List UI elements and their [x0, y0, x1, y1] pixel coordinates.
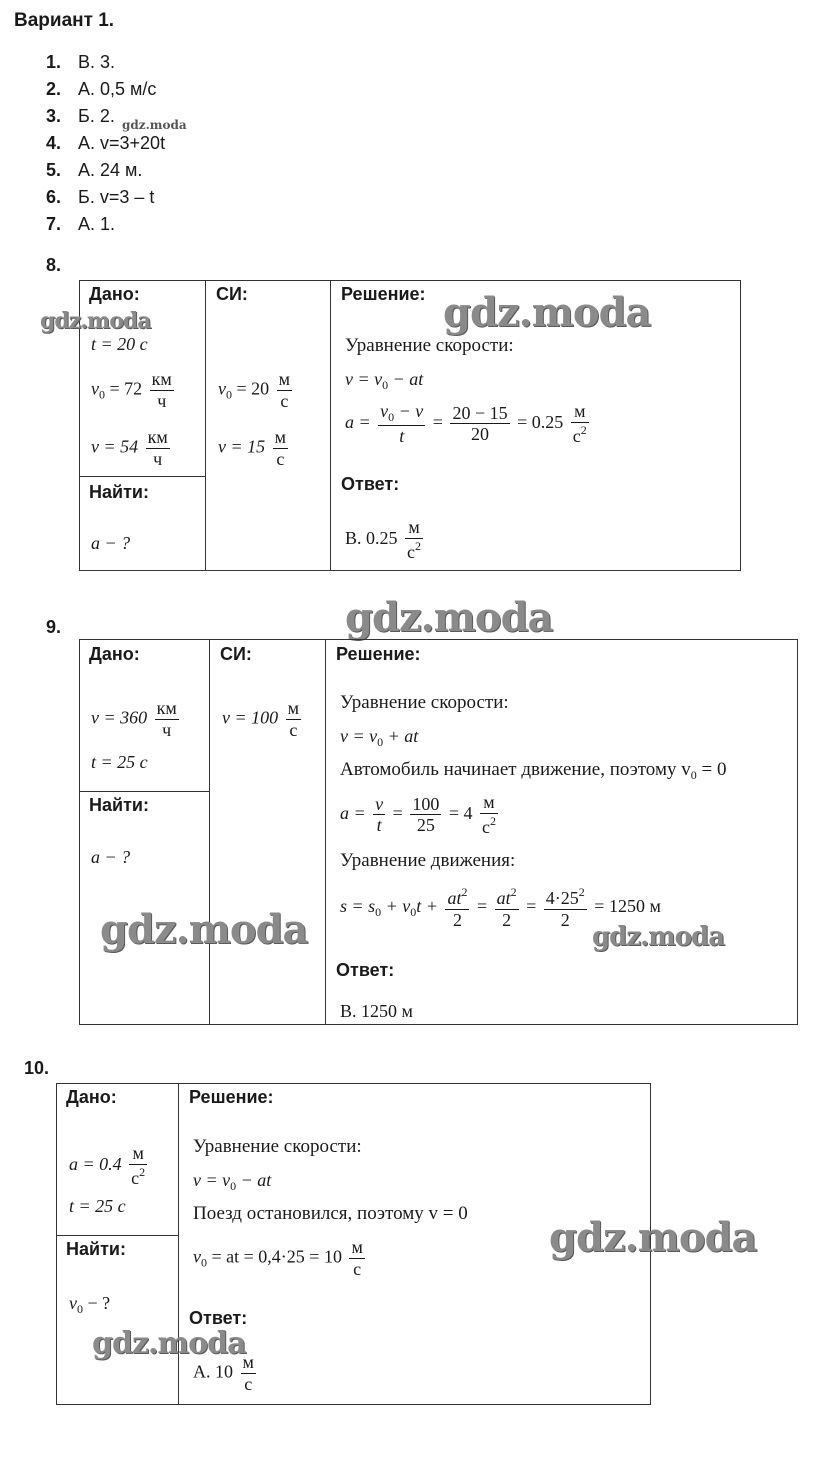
watermark: gdz.moda [443, 289, 651, 336]
divider [209, 639, 210, 1025]
answer-value: В. 0.25 $\frac{м}{с^2}$ [345, 517, 422, 562]
answer-number: 5. [46, 160, 62, 180]
divider [79, 791, 210, 792]
watermark: gdz.moda [549, 1214, 757, 1261]
acceleration-calc: a = $\frac{v}{t}$ = $\frac{100}{25}$ = 4 $\frac{м}{с^2}$ [340, 792, 496, 837]
answer-item [46, 133, 165, 154]
solution-line: Уравнение скорости: [340, 692, 509, 713]
answer-text: А. 1. [78, 214, 116, 234]
watermark-small: gdz.moda [122, 118, 187, 132]
find-label: Найти: [89, 795, 149, 815]
given-t: t = 20 с [91, 334, 148, 354]
solution-label: Решение: [336, 644, 421, 664]
watermark: gdz.moda [592, 922, 725, 952]
solution-line: Уравнение движения: [340, 850, 516, 871]
answer-item [46, 106, 115, 127]
page-title: Вариант 1. [14, 10, 115, 31]
answer-number: 1. [46, 52, 62, 72]
answer-text: Б. v=3 – t [78, 187, 155, 207]
answer-item [46, 187, 154, 208]
answer-number: 3. [46, 106, 62, 126]
given-label: Дано: [89, 284, 140, 304]
watermark: gdz.moda [40, 308, 151, 334]
solution-line: Поезд остановился, поэтому v = 0 [193, 1203, 468, 1224]
answer-text: В. 3. [78, 52, 116, 72]
watermark: gdz.moda [100, 906, 308, 953]
find-value: a − ? [91, 847, 131, 867]
divider [325, 639, 326, 1025]
answer-item [46, 79, 156, 100]
si-label: СИ: [216, 284, 248, 304]
find-value: a − ? [91, 533, 131, 553]
answer-item [46, 160, 142, 181]
answer-item [46, 52, 115, 73]
answer-number: 6. [46, 187, 62, 207]
velocity-equation: $v = v_0$ + at [340, 726, 419, 749]
solution-line: Автомобиль начинает движение, поэтому $v_0 = 0$ [340, 759, 727, 782]
si-label: СИ: [220, 644, 252, 664]
divider [56, 1235, 179, 1236]
velocity-equation: $v = v_0$ − at [345, 369, 424, 392]
solution-label: Решение: [189, 1087, 274, 1107]
answer-number: 4. [46, 133, 62, 153]
problem-9-number: 9. [46, 617, 62, 637]
si-v: v = 100 $\frac{м}{с}$ [222, 698, 300, 740]
answer-text: А. v=3+20t [78, 133, 166, 153]
given-v: v = 54 $\frac{км}{ч}$ [91, 427, 168, 469]
find-label: Найти: [66, 1239, 126, 1259]
given-a: a = 0.4 $\frac{м}{с^2}$ [69, 1143, 146, 1188]
divider [330, 280, 331, 571]
answer-item [46, 214, 115, 235]
divider [205, 280, 206, 571]
answer-label: Ответ: [189, 1308, 248, 1328]
velocity-equation: $v = v_0$ − at [193, 1170, 272, 1193]
answer-label: Ответ: [336, 960, 395, 980]
given-label: Дано: [89, 644, 140, 664]
divider [79, 476, 206, 477]
answer-value: В. 1250 м [340, 1001, 413, 1021]
find-label: Найти: [89, 482, 149, 502]
answer-text: А. 0,5 м/с [78, 79, 157, 99]
solution-label: Решение: [341, 284, 426, 304]
given-t: t = 25 с [69, 1196, 126, 1216]
given-t: t = 25 с [91, 752, 148, 772]
answer-number: 2. [46, 79, 62, 99]
answer-value: А. 10 $\frac{м}{с}$ [193, 1352, 254, 1394]
initial-velocity-calc: $v_0$ = at = 0,4·25 = 10 $\frac{м}{с}$ [193, 1237, 363, 1279]
problem-8-number: 8. [46, 255, 62, 275]
answer-text: А. 24 м. [78, 160, 143, 180]
answer-text: Б. 2. [78, 106, 115, 126]
given-v: v = 360 $\frac{км}{ч}$ [91, 698, 177, 740]
si-v: v = 15 $\frac{м}{с}$ [218, 427, 287, 469]
watermark: gdz.moda [345, 594, 553, 641]
find-value: $v_0$ − ? [69, 1293, 111, 1316]
solution-line: Уравнение скорости: [193, 1136, 362, 1157]
acceleration-calc: a = $\frac{v_0 - v}{t}$ = $\frac{20 - 15}{20}$ = 0.25 $\frac{м}{с^2}$ [345, 401, 587, 446]
given-v0: $v_0 = 72$ $\frac{км}{ч}$ [91, 369, 172, 411]
si-v0: $v_0 = 20$ $\frac{м}{с}$ [218, 369, 291, 411]
solution-line: Уравнение скорости: [345, 335, 514, 356]
watermark: gdz.moda [92, 1326, 246, 1361]
motion-equation: $s = s_0 + v_0t$ + $\frac{at^2}{2}$ = $\frac{at^2}{2}$ = $\frac{4\cdot 25^2}{2}$ = 1250 м [340, 885, 661, 930]
given-label: Дано: [66, 1087, 117, 1107]
problem-10-number: 10. [24, 1058, 50, 1078]
answer-number: 7. [46, 214, 62, 234]
answer-label: Ответ: [341, 474, 400, 494]
